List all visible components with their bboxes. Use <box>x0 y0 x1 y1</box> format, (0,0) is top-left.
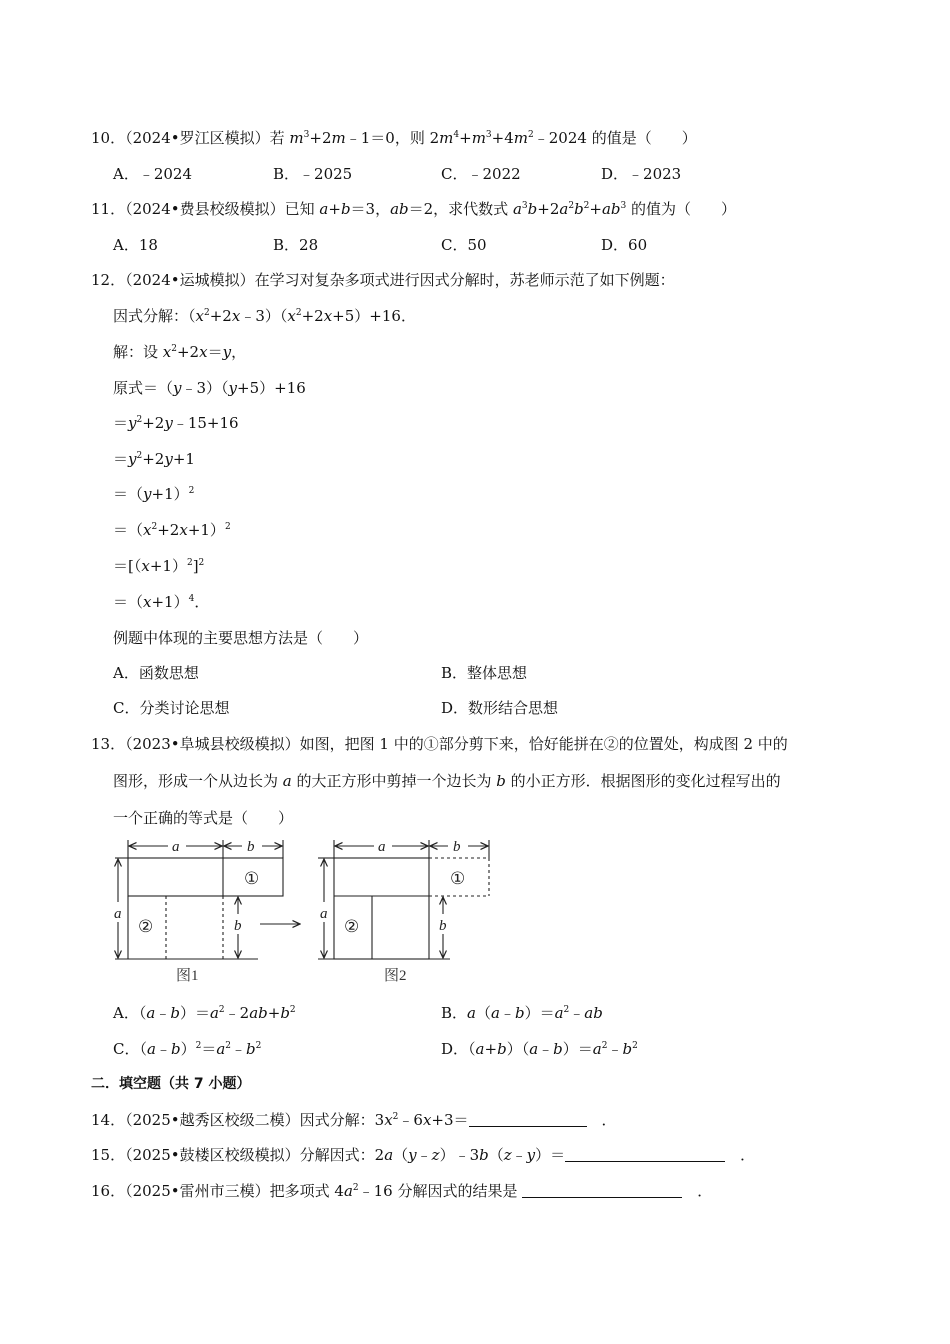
q12-task: 因式分解：$(x^2+2x﹣3)(x^2+2x+5)+16$． <box>113 307 416 325</box>
q12-solution-line-1: 解：设 $x^2+2x=y$， <box>113 343 247 361</box>
q12-question: 例题中体现的主要思想方法是（ ） <box>113 629 369 647</box>
q13-figure <box>110 836 490 984</box>
q12-solution-line-8: $=(x+1)^4$． <box>113 593 210 611</box>
fig2-label-a: a <box>378 839 386 855</box>
q13-option-d: D．$(a+b)(a﹣b)=a^2﹣b^2$ <box>441 1040 638 1058</box>
fig1-side-b: b <box>234 918 242 934</box>
q15-answer-blank[interactable] <box>565 1147 725 1162</box>
q10-number: 10． <box>91 129 126 147</box>
q12-option-c: C．分类讨论思想 <box>113 699 230 717</box>
fig1-label-a: a <box>172 839 180 855</box>
q11-option-d: D．60 <box>601 236 648 254</box>
fig1-caption: 图1 <box>176 968 199 984</box>
q13-stem-line-3: 一个正确的等式是（ ） <box>113 809 294 827</box>
q11-source: （2024•费县校级模拟） <box>125 200 285 218</box>
fig2-piece-2: ② <box>344 917 360 936</box>
q13-option-b: B．$a(a﹣b)=a^2﹣ab$ <box>441 1004 603 1022</box>
q11-stem: 11．（2024•费县校级模拟）已知 a+b＝3，ab＝2，求代数式 $a^3b+2a^2b^2+ab^3$ 的值为（ ） <box>91 200 737 218</box>
q13-stem-line-2: 图形，形成一个从边长为 a 的大正方形中剪掉一个边长为 b 的小正方形．根据图形的变化过程写出的 <box>113 772 781 790</box>
q11-number: 11． <box>91 200 126 218</box>
q10-option-d: D．﹣2023 <box>601 165 682 183</box>
q13-stem-line-1: 13．（2023•阜城县校级模拟）如图，把图 1 中的①部分剪下来，恰好能拼在②的位置处，构成图 2 中的 <box>91 735 788 753</box>
q14-answer-blank[interactable] <box>469 1112 587 1127</box>
q11-option-c: C．50 <box>441 236 487 254</box>
q12-option-a: A．函数思想 <box>113 664 199 682</box>
q14-stem: 14．（2025•越秀区校级二模）因式分解：$3x^2﹣6x+3=$ ． <box>91 1111 617 1129</box>
fig2-side-a: a <box>320 906 328 922</box>
q11-option-a: A．18 <box>113 236 158 254</box>
q10-option-c: C．﹣2022 <box>441 165 521 183</box>
fig2-side-b: b <box>439 918 447 934</box>
q16-stem: 16．（2025•雷州市三模）把多项式 $4a^2﹣16$ 分解因式的结果是 ． <box>91 1182 713 1200</box>
q13-option-c: C．$(a﹣b)^2=a^2﹣b^2$ <box>113 1040 262 1058</box>
fig2-caption: 图2 <box>384 968 407 984</box>
q10-stem: 10．（2024•罗江区模拟）若 $m^3+2m﹣1=0$，则 $2m^4+m^3+4m^2﹣2024$ 的值是（ ） <box>91 129 697 147</box>
fig1-side-a: a <box>114 906 122 922</box>
section-2-title: 二．填空题（共 7 小题） <box>91 1076 251 1092</box>
q11-option-b: B．28 <box>273 236 319 254</box>
fig1-piece-1: ① <box>244 869 260 888</box>
q12-intro: 在学习对复杂多项式进行因式分解时，苏老师示范了如下例题： <box>254 271 675 289</box>
fig1-label-b: b <box>247 839 255 855</box>
fig1-piece-2: ② <box>138 917 154 936</box>
q12-source: （2024•运城模拟） <box>125 271 255 289</box>
q12-option-b: B．整体思想 <box>441 664 528 682</box>
q10-option-b: B．﹣2025 <box>273 165 353 183</box>
q16-answer-blank[interactable] <box>522 1183 682 1198</box>
q12-solution-line-2: 原式＝（y﹣3）（y+5）+16 <box>113 379 306 397</box>
q12-solution-line-6: $=(x^2+2x+1)^2$ <box>113 521 231 539</box>
q10-source: （2024•罗江区模拟） <box>125 129 270 147</box>
q15-stem: 15．（2025•鼓楼区校级模拟）分解因式：2a（y﹣z）﹣3b（z﹣y）＝ ． <box>91 1146 756 1164</box>
q12-option-d: D．数形结合思想 <box>441 699 559 717</box>
q10-option-a: A．﹣2024 <box>113 165 193 183</box>
q13-option-a: A．$(a﹣b)=a^2﹣2ab+b^2$ <box>113 1004 296 1022</box>
fig2-piece-1: ① <box>450 869 466 888</box>
q12-solution-line-7: $=[(x+1)^2]^2$ <box>113 557 205 575</box>
q13-source: （2023•阜城县校级模拟） <box>125 735 300 753</box>
q12-solution-line-3: $=y^2+2y﹣15+16$ <box>113 414 239 432</box>
q12-solution-line-5: $=(y+1)^2$ <box>113 485 195 503</box>
q12-solution-line-4: $=y^2+2y+1$ <box>113 450 195 468</box>
q12-stem <box>91 270 675 290</box>
q13-number: 13． <box>91 735 126 753</box>
q12-number: 12． <box>91 271 126 289</box>
fig2-label-b: b <box>453 839 461 855</box>
